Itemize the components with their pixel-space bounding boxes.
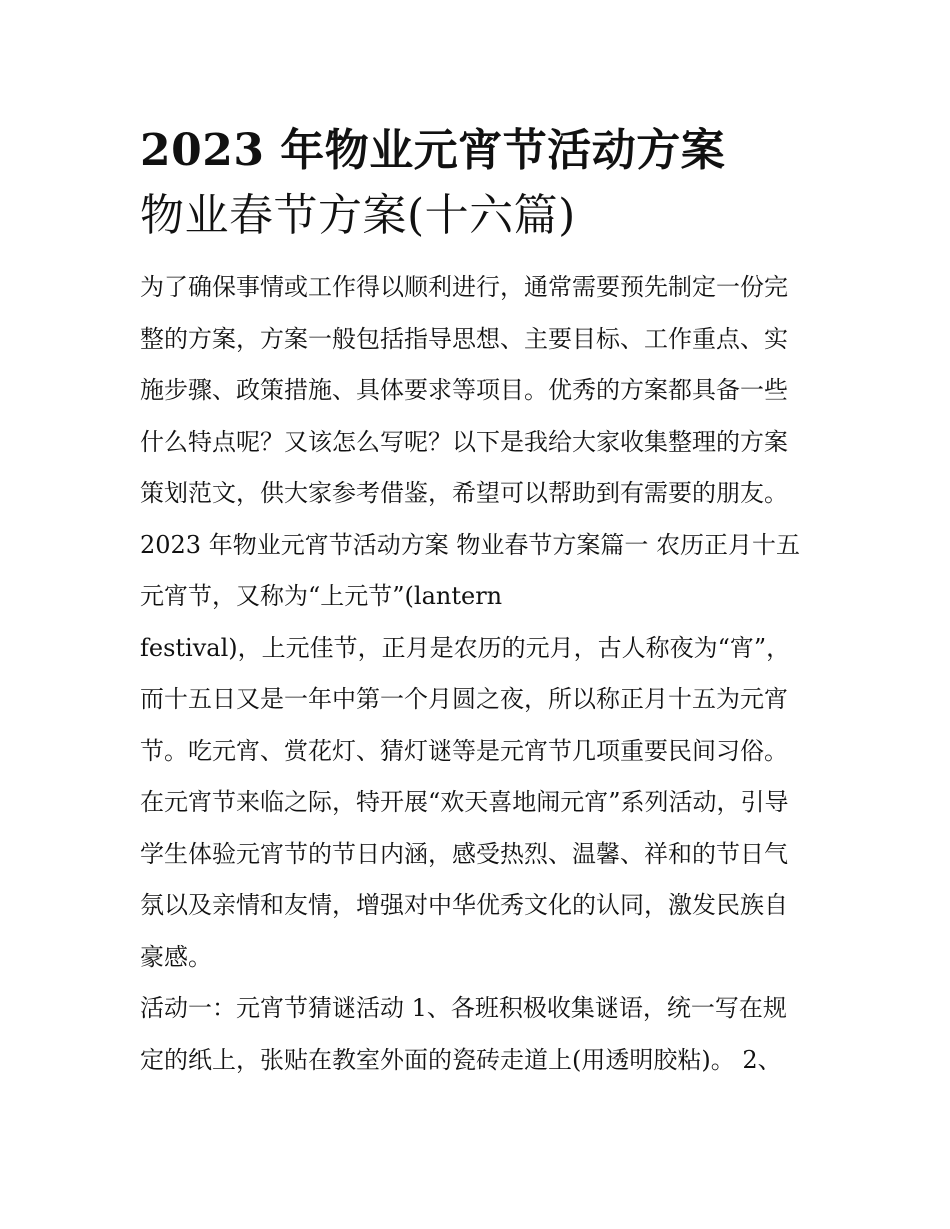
document-content <box>140 118 812 1086</box>
text-line: 节。吃元宵、赏花灯、猜灯谜等是元宵节几项重要民间习俗。 <box>140 736 788 765</box>
text-line: 豪感。 <box>140 942 212 971</box>
text-line: 什么特点呢？又该怎么写呢？以下是我给大家收集整理的方案 <box>140 427 788 456</box>
title-line-1: 2023 年物业元宵节活动方案 <box>140 125 726 176</box>
text-line: 在元宵节来临之际，特开展“欢天喜地闹元宵”系列活动，引导 <box>140 788 789 816</box>
title-line-2: 物业春节方案(十六篇) <box>140 190 576 241</box>
document-title <box>140 118 812 248</box>
paragraph-section-one <box>140 520 812 984</box>
text-line: 整的方案，方案一般包括指导思想、主要目标、工作重点、实 <box>140 324 788 353</box>
text-line: 元宵节，又称为“上元节”(lantern <box>140 582 503 610</box>
text-line: 而十五日又是一年中第一个月圆之夜，所以称正月十五为元宵 <box>140 685 788 713</box>
text-line: 策划范文，供大家参考借鉴，希望可以帮助到有需要的朋友。 <box>140 479 788 507</box>
text-line: 施步骤、政策措施、具体要求等项目。优秀的方案都具备一些 <box>140 376 788 404</box>
text-line: festival)，上元佳节，正月是农历的元月，古人称夜为“宵”， <box>140 633 791 662</box>
paragraph-intro <box>140 262 812 520</box>
text-line: 活动一：元宵节猜谜活动 1、各班积极收集谜语，统一写在规 <box>140 994 787 1022</box>
text-line: 氛以及亲情和友情，增强对中华优秀文化的认同，激发民族自 <box>140 891 788 919</box>
text-line: 学生体验元宵节的节日内涵，感受热烈、温馨、祥和的节日气 <box>140 839 788 868</box>
text-line: 为了确保事情或工作得以顺利进行，通常需要预先制定一份完 <box>140 273 788 301</box>
text-line: 定的纸上，张贴在教室外面的瓷砖走道上(用透明胶粘)。 2、 <box>140 1045 782 1074</box>
paragraph-activity-one <box>140 983 812 1086</box>
document-body <box>140 262 812 1086</box>
text-line: 2023 年物业元宵节活动方案 物业春节方案篇一 农历正月十五 <box>140 530 800 559</box>
